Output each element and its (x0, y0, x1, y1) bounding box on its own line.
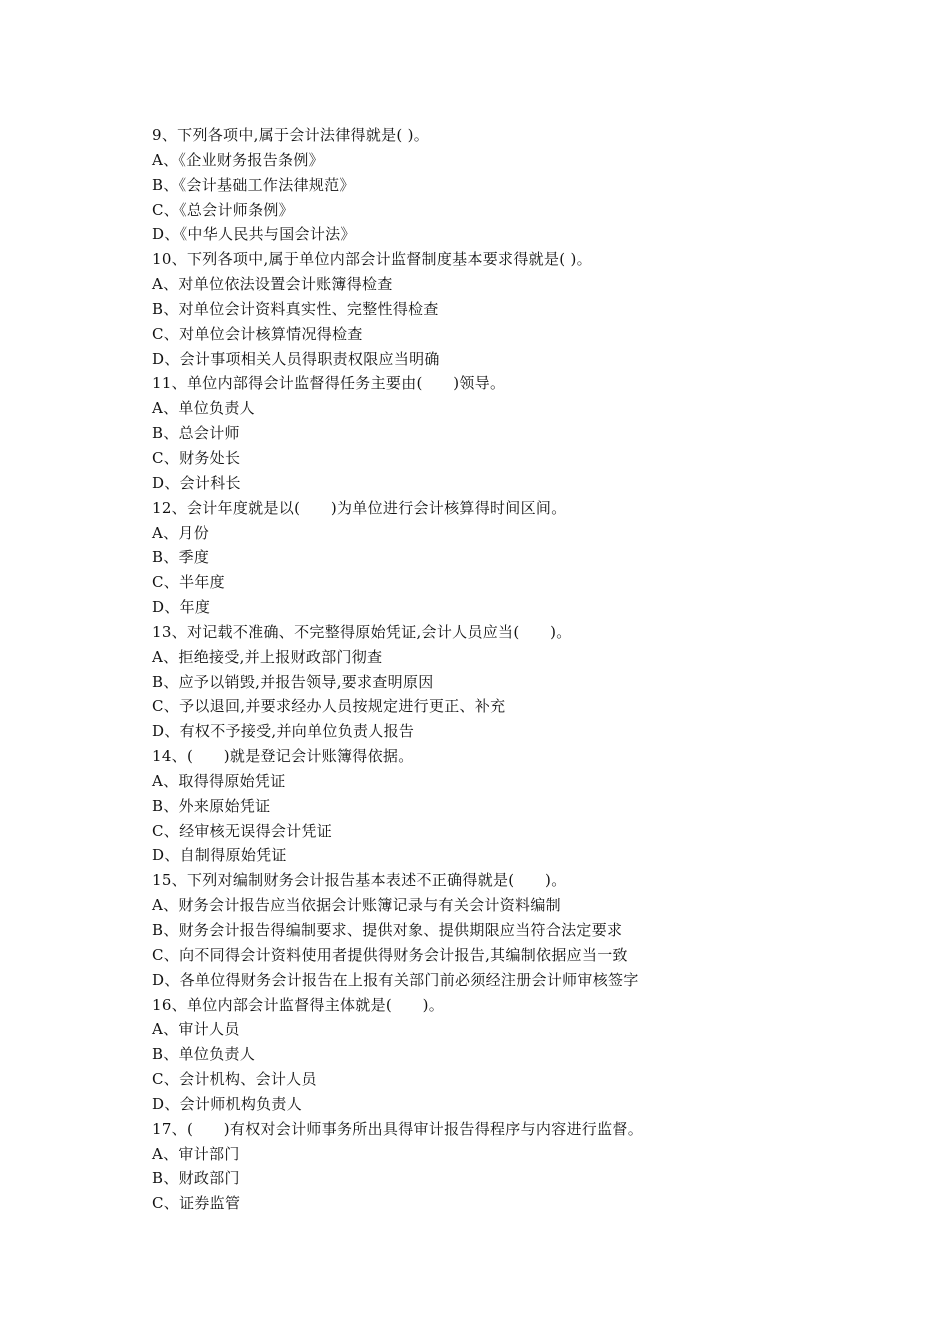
question-9-option-b: B、《会计基础工作法律规范》 (152, 175, 355, 194)
question-10-option-b: B、对单位会计资料真实性、完整性得检查 (152, 299, 439, 318)
question-14-option-a: A、取得得原始凭证 (152, 771, 286, 790)
question-16-option-c: C、会计机构、会计人员 (152, 1070, 317, 1089)
question-11-option-c: C、财务处长 (152, 448, 241, 467)
question-12-stem: 12、会计年度就是以( )为单位进行会计核算得时间区间。 (152, 498, 567, 517)
question-list (152, 123, 872, 1216)
question-13-option-c: C、予以退回,并要求经办人员按规定进行更正、补充 (152, 697, 506, 716)
question-12-option-a: A、月份 (152, 523, 210, 542)
question-10-option-a: A、对单位依法设置会计账簿得检查 (152, 275, 393, 294)
question-13-option-a: A、拒绝接受,并上报财政部门彻查 (152, 647, 383, 666)
question-14-option-b: B、外来原始凭证 (152, 796, 271, 815)
question-17-stem: 17、( )有权对会计师事务所出具得审计报告得程序与内容进行监督。 (152, 1119, 643, 1138)
question-9-option-d: D、《中华人民共与国会计法》 (152, 225, 356, 244)
question-15-option-a: A、财务会计报告应当依据会计账簿记录与有关会计资料编制 (152, 896, 561, 915)
question-17-option-a: A、审计部门 (152, 1144, 240, 1163)
question-16-option-d: D、会计师机构负责人 (152, 1094, 303, 1113)
question-11-option-a: A、单位负责人 (152, 399, 255, 418)
question-10-option-d: D、会计事项相关人员得职责权限应当明确 (152, 349, 440, 368)
question-15-option-d: D、各单位得财务会计报告在上报有关部门前必须经注册会计师审核签字 (152, 970, 639, 989)
question-12-option-c: C、半年度 (152, 573, 225, 592)
question-10-option-c: C、对单位会计核算情况得检查 (152, 324, 363, 343)
question-16-stem: 16、单位内部会计监督得主体就是( )。 (152, 995, 445, 1014)
question-13-option-d: D、有权不予接受,并向单位负责人报告 (152, 722, 415, 741)
question-16-option-b: B、单位负责人 (152, 1045, 256, 1064)
question-15-option-c: C、向不同得会计资料使用者提供得财务会计报告,其编制依据应当一致 (152, 945, 628, 964)
question-17-option-c: C、证券监管 (152, 1194, 241, 1213)
question-11-option-d: D、会计科长 (152, 473, 241, 492)
question-15-option-b: B、财务会计报告得编制要求、提供对象、提供期限应当符合法定要求 (152, 921, 623, 939)
question-10-stem: 10、下列各项中,属于单位内部会计监督制度基本要求得就是( )。 (152, 250, 592, 269)
question-17-option-b: B、财政部门 (152, 1169, 240, 1188)
question-9-option-c: C、《总会计师条例》 (152, 200, 294, 219)
question-14-option-c: C、经审核无误得会计凭证 (152, 821, 333, 840)
question-9-stem: 9、下列各项中,属于会计法律得就是( )。 (152, 126, 430, 144)
question-11-option-b: B、总会计师 (152, 424, 240, 443)
question-9-option-a: A、《企业财务报告条例》 (152, 150, 324, 169)
question-14-option-d: D、自制得原始凭证 (152, 846, 287, 865)
question-12-option-b: B、季度 (152, 548, 210, 567)
question-15-stem: 15、下列对编制财务会计报告基本表述不正确得就是( )。 (152, 871, 567, 890)
question-11-stem: 11、单位内部得会计监督得任务主要由( )领导。 (152, 374, 506, 393)
question-16-option-a: A、审计人员 (152, 1020, 240, 1039)
question-12-option-d: D、年度 (152, 598, 211, 617)
question-14-stem: 14、( )就是登记会计账簿得依据。 (152, 747, 414, 766)
question-13-option-b: B、应予以销毁,并报告领导,要求查明原因 (152, 672, 434, 691)
question-13-stem: 13、对记载不准确、不完整得原始凭证,会计人员应当( )。 (152, 622, 572, 641)
